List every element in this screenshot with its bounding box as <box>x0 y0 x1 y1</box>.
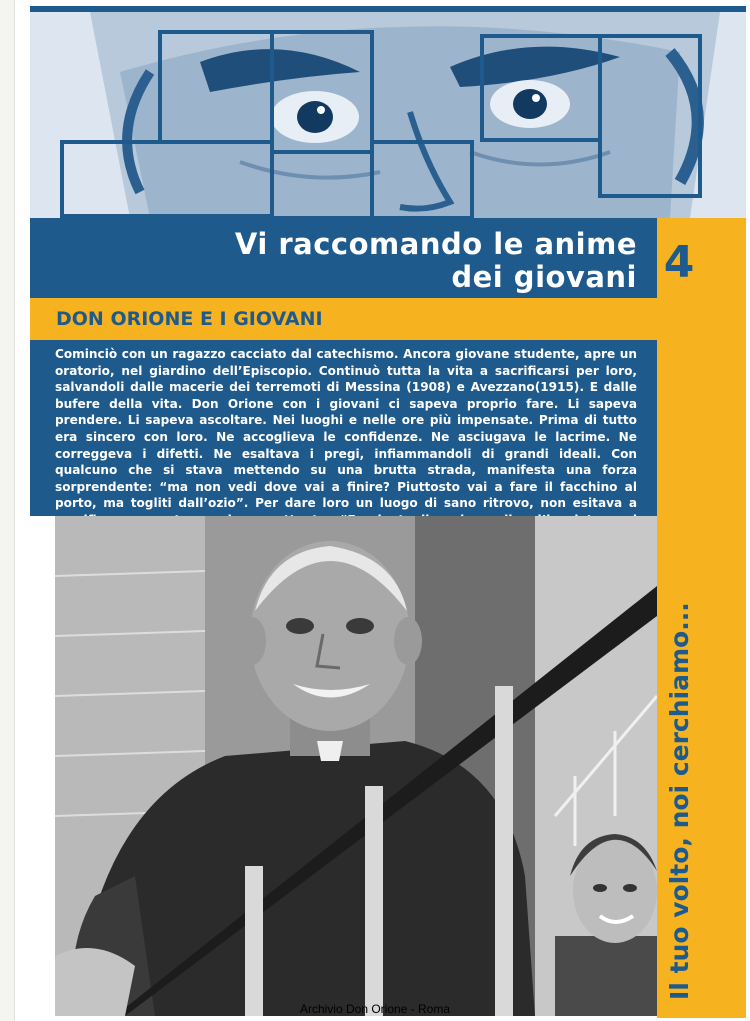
archive-footer: Archivio Don Orione - Roma <box>299 1002 451 1016</box>
page-edge <box>0 0 15 1021</box>
header-portrait-photo <box>30 12 746 218</box>
body-text-block <box>30 340 657 516</box>
body-text: Cominciò con un ragazzo cacciato dal catechismo. Ancora giovane studente, apre un oratorio, nel giardino dell’Episcopio. Continuò tutta la vita a sacrificarsi per loro, salvandoli dalle macerie dei terremoti di Messina (1908) e Avezzano(1915). E dalle bufere della vita. Don Orione con i giovani ci sapeva proprio fare. Li sapeva prendere. Li sapeva ascoltare. Nei luoghi e nelle ore più impensate. Prima di tutto era sincero con loro. Ne accoglieva le confidenze. Ne asciugava le lacrime. Ne correggeva i difetti. Ne esaltava i pregi, infiammandoli di grandi ideali. Con qualcuno che si stava mettendo su una brutta strada, manifesta una forza sorprendente: “ma non vedi dove vai a finire? Piuttosto vai a fare il facchino al porto, ma togliti dall’ozio”. Per dare loro un luogo di sano ritrovo, non esitava a <box>55 347 637 511</box>
vertical-slogan: Il tuo volto, noi cerchiamo... <box>665 602 694 1000</box>
chapter-number: 4 <box>663 237 695 288</box>
page-title <box>235 228 637 294</box>
title-band <box>30 218 657 298</box>
main-photo <box>55 516 657 1016</box>
title-line-2: dei giovani <box>451 260 637 294</box>
section-title: DON ORIONE E I GIOVANI <box>56 308 323 330</box>
title-line-1: Vi raccomando le anime <box>234 227 637 261</box>
section-band <box>30 298 657 340</box>
